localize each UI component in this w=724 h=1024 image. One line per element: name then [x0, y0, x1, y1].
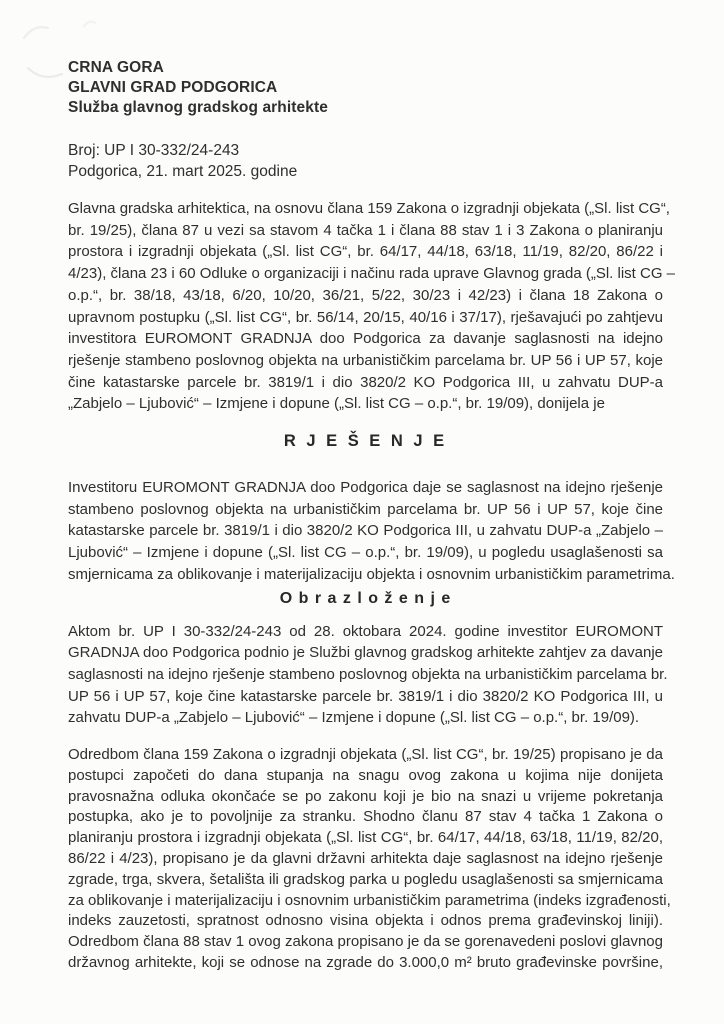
- rationale-paragraph-2: [68, 745, 671, 974]
- text-line: Odredbom člana 159 Zakona o izgradnji objekata („Sl. list CG“, br. 19/25) propisano je da: [68, 746, 663, 764]
- decision-paragraph: [68, 477, 675, 586]
- letterhead-country: CRNA GORA: [68, 59, 164, 76]
- text-line: UP 56 i UP 57, koje čine katastarske parcele br. 3819/1 i dio 3820/2 KO Podgorica III, u: [68, 687, 663, 705]
- text-line: čine katastarske parcele br. 3819/1 i dio 3820/2 KO Podgorica III, u zahvatu DUP-a: [68, 373, 663, 391]
- text-line: investitora EUROMONT GRADNJA doo Podgorica za davanje saglasnosti na idejno: [68, 330, 663, 348]
- text-line: katastarske parcele br. 3819/1 i dio 3820/2 KO Podgorica III, u zahvatu DUP-a „Zabjelo –: [68, 522, 663, 540]
- text-line: Glavna gradska arhitektica, na osnovu člana 159 Zakona o izgradnji objekata („Sl. list CG“,: [68, 200, 670, 217]
- text-line: saglasnosti na idejno rješenje stambeno poslovnog objekta na urbanističkim parcelama br.: [68, 665, 668, 683]
- text-line: br. 19/25), člana 87 u vezi sa stavom 4 tačka 1 i člana 88 stav 1 i 3 Zakona o planiranju: [68, 221, 663, 239]
- rationale-paragraph-1: [68, 621, 668, 730]
- text-line: GRADNJA doo Podgorica podnio je Službi glavnog gradskog arhitekte zahtjev za davanje: [68, 644, 663, 662]
- text-line: Ljubović“ – Izmjene i dopune („Sl. list CG – o.p.“, br. 19/09), u pogledu usaglašenosti sa: [68, 544, 663, 562]
- text-line: državnog arhitekte, koji se odnose na zgrade do 3.000,0 m² bruto građevinske površine,: [68, 954, 663, 972]
- letterhead-department: Služba glavnog gradskog arhitekte: [68, 99, 328, 116]
- text-line: 4/23), člana 23 i 60 Odluke o organizaciji i načinu rada uprave Glavnog grada („Sl. list CG –: [68, 265, 675, 283]
- text-line: o.p.“, br. 38/18, 43/18, 6/20, 10/20, 36/21, 5/22, 30/23 i 42/23) i člana 18 Zakona o: [68, 286, 663, 304]
- text-line: za oblikovanje i materijalizaciju i osnovnim urbanističkim parametrima (indeks izgrađenosti,: [68, 891, 671, 909]
- text-line: smjernicama za oblikovanje i materijalizaciju objekta i osnovnim urbanističkim parametrima.: [68, 565, 675, 583]
- letterhead-city: GLAVNI GRAD PODGORICA: [68, 79, 278, 96]
- text-line: indeks zauzetosti, spratnost odnosno visina objekta i odnos prema građevinskoj liniji).: [68, 912, 663, 930]
- text-line: Investitoru EUROMONT GRADNJA doo Podgorica daje se saglasnost na idejno rješenje: [68, 479, 663, 497]
- text-line: zgrade, trga, skvera, šetališta ili gradskog parka u pogledu usaglašenosti sa smjernicama: [68, 870, 663, 888]
- text-line: „Zabjelo – Ljubović“ – Izmjene i dopune („Sl. list CG – o.p.“, br. 19/09), donijela je: [68, 395, 605, 413]
- reference-block: [68, 140, 663, 182]
- text-line: prostora i izgradnji objekata („Sl. list CG“, br. 64/17, 44/18, 63/18, 11/19, 82/20, 86/22 i: [68, 243, 663, 261]
- intro-paragraph: [68, 198, 675, 415]
- decision-heading: R J E Š E N J E: [283, 432, 448, 451]
- case-number: Broj: UP I 30-332/24-243: [68, 142, 240, 159]
- text-line: zahvatu DUP-a „Zabjelo – Ljubović“ – Izmjene i dopune („Sl. list CG – o.p.“, br. 19/09).: [68, 709, 640, 727]
- text-line: postupka, ako je to povoljnije za stranku. Shodno članu 87 stav 4 tačka 1 Zakona o: [68, 808, 663, 826]
- text-line: stambeno poslovnog objekta na urbanističkim parcelama br. UP 56 i UP 57, koje čine: [68, 500, 663, 518]
- text-line: rješenje stambeno poslovnog objekta na urbanističkim parcelama br. UP 56 i UP 57, koje: [68, 351, 663, 369]
- text-line: planiranju prostora i izgradnji objekata („Sl. list CG“, br. 64/17, 44/18, 63/18, 11/19, 82/20,: [68, 829, 663, 847]
- text-line: Aktom br. UP I 30-332/24-243 od 28. oktobara 2024. godine investitor EUROMONT: [68, 622, 663, 640]
- place-date: Podgorica, 21. mart 2025. godine: [68, 163, 298, 180]
- letterhead: [68, 58, 663, 118]
- text-line: Odredbom člana 88 stav 1 ovog zakona propisano je da se gorenavedeni poslovi glavnog: [68, 933, 663, 951]
- text-line: 86/22 i 4/23), propisano je da glavni državni arhitekta daje saglasnost na idejno rješenje: [68, 850, 663, 868]
- rationale-heading: O b r a z l o ž e n j e: [279, 589, 452, 607]
- text-line: pravosnažna odluka okončaće se po zakonu koji je bio na snazi u vrijeme pokretanja: [68, 787, 663, 805]
- text-line: upravnom postupku („Sl. list CG“, br. 56/14, 20/15, 40/16 i 37/17), rješavajući po zahtjevu: [68, 308, 663, 326]
- text-line: postupci započeti do dana stupanja na snagu ovog zakona u kojima nije donijeta: [68, 766, 663, 784]
